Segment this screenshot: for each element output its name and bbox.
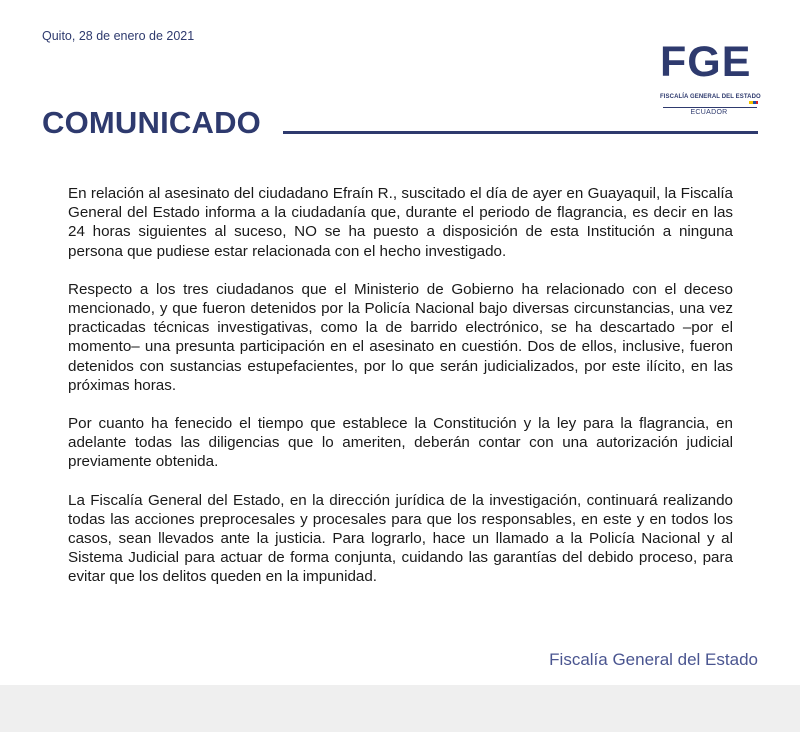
- document-date: Quito, 28 de enero de 2021: [42, 29, 195, 43]
- title-underline: [283, 131, 758, 134]
- footer-band: [0, 685, 800, 732]
- fge-logo: [660, 38, 761, 120]
- paragraph: En relación al asesinato del ciudadano Efraín R., suscitado el día de ayer en Guayaquil, la Fiscalía General del Estado informa a la ciudadanía que, durante el periodo de flagrancia, es decir en las 24 horas siguientes al suceso, NO se ha puesto a disposición de esta Institución a ninguna persona que pudiese estar relacionada con el hecho investigado.: [68, 185, 733, 260]
- flag-icon: [749, 101, 758, 104]
- paragraph: Respecto a los tres ciudadanos que el Ministerio de Gobierno ha relacionado con el deceso mencionado, y que fueron detenidos por la Policía Nacional bajo diversas circunstancias, una vez practicadas técnicas investigativas, como la de barrido electrónico, se ha descartado –por el momento– una presunta participación en el asesinato en cuestión. Dos de ellos, inclusive, fueron detenidos con sustancias estupefacientes, por lo que serán judicializados, por este ilícito, en las próximas horas.: [68, 280, 733, 394]
- logo-divider: [663, 107, 757, 108]
- paragraph: Por cuanto ha fenecido el tiempo que establece la Constitución y la ley para la flagrancia, en adelante todas las diligencias que lo ameriten, deberán contar con una autorización judicial previamente obtenida.: [68, 415, 733, 471]
- logo-subtitle: FISCALÍA GENERAL DEL ESTADO: [660, 94, 761, 100]
- signature: Fiscalía General del Estado: [549, 650, 758, 669]
- document-body: [68, 184, 733, 606]
- page-title: COMUNICADO: [42, 105, 261, 140]
- logo-country: ECUADOR: [690, 109, 728, 116]
- logo-mark: FGE: [660, 38, 752, 86]
- paragraph: La Fiscalía General del Estado, en la dirección jurídica de la investigación, continuará realizando todas las acciones preprocesales y procesales para que los responsables, en este y en todos los casos, sean llevados ante la justicia. Para lograrlo, hace un llamado a la Policía Nacional y al Sistema Judicial para actuar de forma conjunta, cuidando las garantías del debido proceso, para evitar que los delitos queden en la impunidad.: [68, 491, 733, 586]
